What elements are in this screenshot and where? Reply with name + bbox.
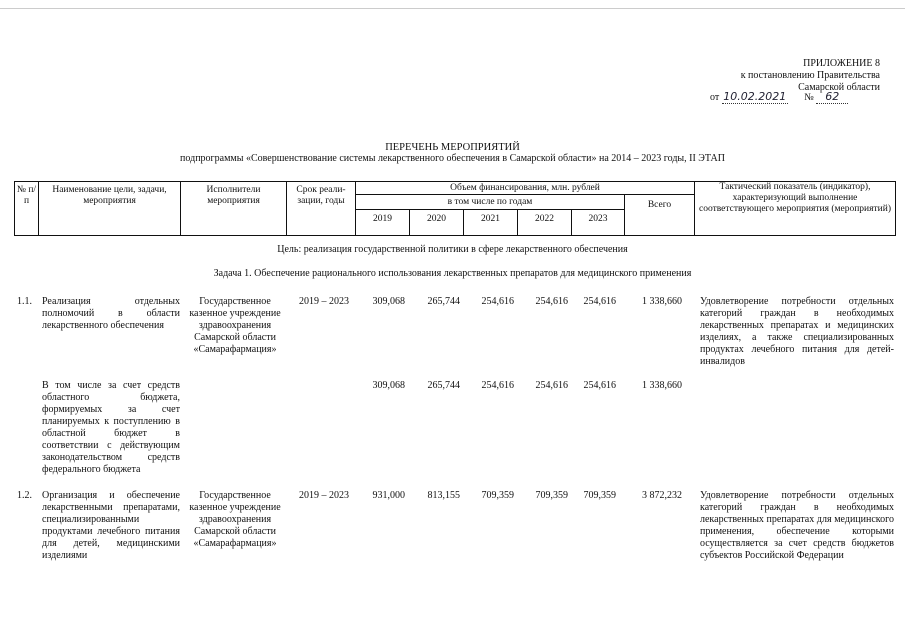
document-title: ПЕРЕЧЕНЬ МЕРОПРИЯТИЙ [385, 142, 520, 153]
row-1-value-2021: 254,616 [481, 296, 514, 307]
row-3-num: 1.2. [17, 490, 32, 501]
header-year-2023: 2023 [588, 214, 608, 224]
row-2-total: 1 338,660 [642, 380, 682, 391]
number-prefix: № [804, 92, 814, 103]
annex-line-1: к постановлению Правительства [740, 70, 880, 81]
annex-line-2: Самарской области [798, 82, 880, 93]
row-1-executor: Государственное казенное учреждение здравоохранения Самарской области «Самарафармация» [189, 296, 281, 355]
row-3-total: 3 872,232 [642, 490, 682, 501]
row-3-term: 2019 – 2023 [299, 490, 349, 501]
header-year-2019: 2019 [373, 214, 392, 224]
row-1-term: 2019 – 2023 [299, 296, 349, 307]
number-value: 62 [816, 91, 848, 104]
row-1-value-2020: 265,744 [427, 296, 460, 307]
header-year-2022: 2022 [535, 214, 554, 224]
row-1-name: Реализация отдельных полномочий в области лекарственного обеспечения [42, 296, 180, 331]
annex-date-number [710, 91, 860, 104]
row-1-value-2019: 309,068 [372, 296, 405, 307]
header-year-2021: 2021 [481, 214, 500, 224]
header-indicator: Тактический показатель (индикатор), характеризующий выполнение соответствующего мероприятия (мероприятий) [698, 182, 891, 214]
row-3-value-2021: 709,359 [481, 490, 514, 501]
document-subtitle: подпрограммы «Совершенствование системы лекарственного обеспечения в Самарской области» на 2014 – 2023 годы, II ЭТАП [180, 153, 725, 164]
row-3-indicator: Удовлетворение потребности отдельных категорий граждан в необходимых лекарственных препаратах для медицинского применения, обеспечение которыми осуществляется за счет средств бюджетов субъектов Российской Федерации [700, 490, 894, 561]
row-3-name: Организация и обеспечение лекарственными препаратами, специализированными продуктами лечебного питания для детей, медицинскими изделиями [42, 490, 180, 561]
row-3-value-2022: 709,359 [535, 490, 568, 501]
top-divider [0, 8, 905, 9]
row-1-indicator: Удовлетворение потребности отдельных категорий граждан в необходимых лекарственных препаратах и медицинских изделиях, а также специализированных продуктах лечебного питания для детей-инвалидов [700, 296, 894, 367]
row-3-value-2020: 813,155 [427, 490, 460, 501]
row-2-value-2019: 309,068 [372, 380, 405, 391]
goal-line: Цель: реализация государственной политики в сфере лекарственного обеспечения [277, 244, 628, 255]
header-by-years: в том числе по годам [447, 197, 533, 207]
task-line: Задача 1. Обеспечение рационального использования лекарственных препаратов для медицинского применения [213, 268, 692, 279]
annex-block [690, 58, 880, 94]
row-2-name: В том числе за счет средств областного бюджета, формируемых за счет планируемых к поступлению в областной бюджет в соответствии с действующим законодательством средств федерального бюджета [42, 380, 180, 475]
date-value: 10.02.2021 [723, 90, 787, 103]
row-1-num: 1.1. [17, 296, 32, 307]
table-header [14, 181, 896, 236]
row-3-executor: Государственное казенное учреждение здравоохранения Самарской области «Самарафармация» [189, 490, 281, 549]
row-2-value-2021: 254,616 [481, 380, 514, 391]
header-year-2020: 2020 [427, 214, 446, 224]
row-3-value-2023: 709,359 [583, 490, 616, 501]
row-2-value-2023: 254,616 [583, 380, 616, 391]
row-2-value-2022: 254,616 [535, 380, 568, 391]
header-total: Всего [647, 200, 672, 210]
header-executors: Исполнители мероприятия [206, 185, 261, 206]
row-2-value-2020: 265,744 [427, 380, 460, 391]
row-3-value-2019: 931,000 [372, 490, 405, 501]
header-term: Срок реали-зации, годы [296, 185, 346, 206]
row-1-total: 1 338,660 [642, 296, 682, 307]
date-prefix: от [710, 92, 720, 103]
header-name: Наименование цели, задачи, мероприятия [52, 185, 167, 206]
header-num: № п/п [16, 185, 37, 206]
row-1-value-2023: 254,616 [583, 296, 616, 307]
header-funding: Объем финансирования, млн. рублей [450, 183, 600, 193]
annex-title: ПРИЛОЖЕНИЕ 8 [803, 58, 880, 69]
row-1-value-2022: 254,616 [535, 296, 568, 307]
